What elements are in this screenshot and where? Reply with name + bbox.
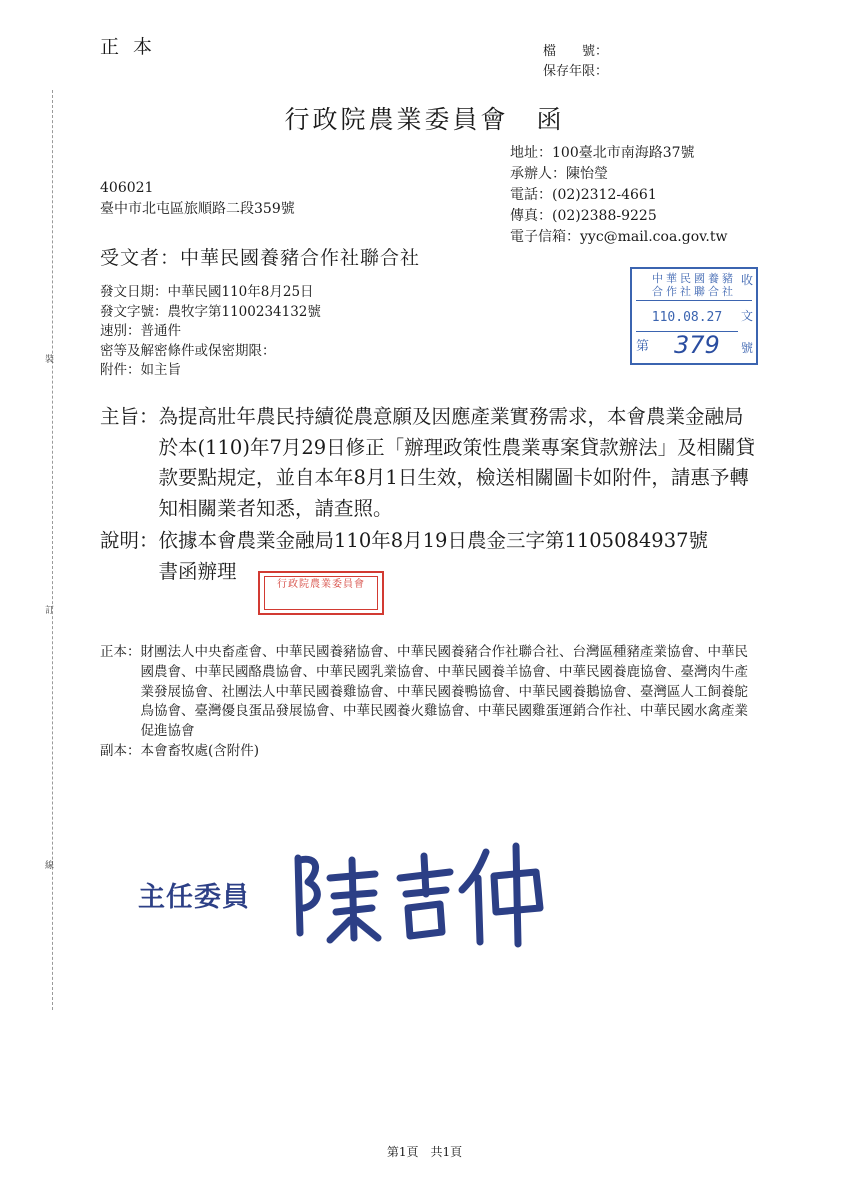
- margin-mark-staple: 訂: [45, 606, 55, 616]
- binding-dashed-line: [52, 90, 53, 1010]
- stamp-org: 中華民國養豬 合作社聯合社: [636, 272, 752, 301]
- archive-info: [543, 42, 608, 82]
- recipient-street: 臺中市北屯區旅順路二段359號: [100, 201, 295, 217]
- seal-text: 行政院農業委員會: [264, 576, 378, 610]
- signature-stroke: [424, 856, 426, 894]
- main-content: [100, 402, 760, 589]
- secrecy-level: 密等及解密條件或保密期限：: [100, 342, 276, 359]
- recipient: 受文者：中華民國養豬合作社聯合社: [100, 247, 421, 269]
- distribution-list: [100, 643, 750, 762]
- issue-date: 發文日期：中華民國110年8月25日: [100, 284, 314, 300]
- signature-title: 主任委員: [138, 882, 250, 913]
- sender-email: 電子信箱：yyc@mail.coa.gov.tw: [510, 229, 728, 245]
- signature-image: [290, 838, 550, 948]
- attachment-note: 附件：如主旨: [100, 362, 181, 378]
- signature-stroke: [408, 904, 442, 936]
- recipient-zip: 406021: [100, 180, 154, 196]
- explanation-label: 說明：: [100, 529, 159, 552]
- explanation-text-line2: 書函辦理: [158, 559, 237, 583]
- stamp-side-mid: 文: [740, 309, 753, 323]
- signature-stroke: [406, 890, 446, 894]
- document-meta: [100, 283, 321, 381]
- copy-text: 本會畜牧處(含附件): [140, 742, 260, 759]
- copy-recipients: [100, 742, 750, 762]
- signature-stroke: [516, 846, 518, 944]
- margin-mark-bind: 裝: [45, 355, 55, 365]
- signature-stroke: [298, 858, 300, 933]
- original-label: 正本：: [100, 644, 141, 660]
- signature-stroke: [462, 852, 486, 890]
- original-recipients: [100, 643, 750, 742]
- subject-paragraph: [100, 402, 760, 524]
- explanation-text-line1: 依據本會農業金融局110年8月19日農金三字第1105084937號: [158, 529, 709, 552]
- subject-text: 為提高壯年農民持續從農意願及因應產業實務需求，本會農業金融局於本(110)年7月29日修正「辦理政策性農業專案貸款辦法」及相關貸款要點規定，並自本年8月1日生效，檢送相關圖卡如附件，請惠予轉知相關業者知悉，請查照。: [158, 405, 756, 520]
- explanation-paragraph: [100, 526, 760, 587]
- sender-address: 地址：100臺北市南海路37號: [510, 145, 695, 161]
- page-footer: 第1頁 共1頁: [386, 1145, 463, 1159]
- retention-period: 保存年限：: [543, 64, 609, 79]
- stamp-handwritten-number: 379: [674, 331, 720, 359]
- signature-stroke: [478, 878, 480, 942]
- sender-contact: 承辦人：陳怡瑩: [510, 166, 608, 182]
- delivery-speed: 速別：普通件: [100, 323, 181, 339]
- sender-phone: 電話：(02)2312-4661: [510, 187, 657, 203]
- copy-label: 副本：: [100, 742, 141, 759]
- sender-info: [510, 143, 727, 248]
- document-number: 發文字號：農牧字第1100234132號: [100, 303, 321, 320]
- margin-mark-line: 線: [45, 861, 55, 871]
- stamp-prefix: 第: [636, 339, 650, 354]
- stamp-suffix: 號: [740, 341, 753, 355]
- sender-fax: 傳真：(02)2388-9225: [510, 208, 657, 224]
- file-number: 檔 號：: [543, 44, 609, 59]
- receipt-stamp: [630, 267, 758, 365]
- stamp-date: 110.08.27: [636, 305, 738, 332]
- original-text: 財團法人中央畜產會、中華民國養豬協會、中華民國養豬合作社聯合社、台灣區種豬產業協會、中華民國農會、中華民國酪農協會、中華民國乳業協會、中華民國養羊協會、中華民國養鹿協會、臺灣肉牛產業發展協會、社團法人中華民國養雞協會、中華民國養鴨協會、中華民國養鵝協會、臺灣區人工飼養鴕鳥協會、臺灣優良蛋品發展協會、中華民國養火雞協會、中華民國雞蛋運銷合作社、中華民國水禽產業促進協會: [140, 644, 748, 740]
- original-copy-label: 正本: [100, 36, 167, 58]
- subject-label: 主旨：: [100, 405, 159, 428]
- stamp-side-top: 收: [740, 273, 753, 287]
- recipient-address: [100, 178, 295, 220]
- document-title: 行政院農業委員會 函: [284, 105, 565, 134]
- official-seal: [258, 571, 384, 615]
- signature-stroke: [352, 860, 354, 938]
